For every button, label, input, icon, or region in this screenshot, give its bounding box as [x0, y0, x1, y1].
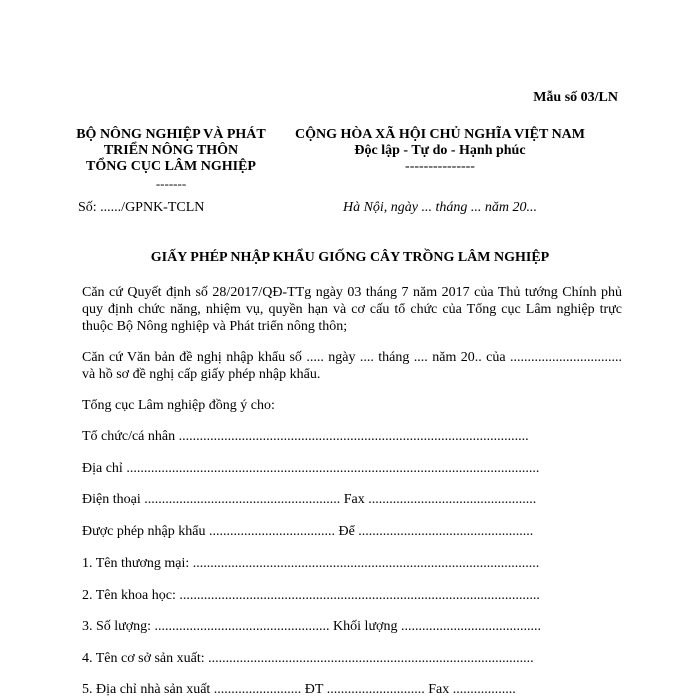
scientific-name-field: 2. Tên khoa học: ....................................................................................................... — [82, 588, 540, 603]
form-number: Mẫu số 03/LN — [533, 90, 618, 105]
ministry-name: BỘ NÔNG NGHIỆP VÀ PHÁT TRIỂN NÔNG THÔN — [76, 127, 266, 158]
nation-divider: --------------- — [405, 159, 475, 174]
trade-name-field: 1. Tên thương mại: ................................................................................................... — [82, 556, 540, 571]
document-number: Số: ....../GPNK-TCLN — [78, 200, 205, 215]
place-date: Hà Nội, ngày ... tháng ... năm 20... — [342, 200, 538, 215]
nation-name: CỘNG HÒA XÃ HỘI CHỦ NGHĨA VIỆT NAM — [294, 127, 585, 142]
import-purpose-field: Được phép nhập khẩu .................................... Để .................................................. — [82, 524, 534, 539]
nation-header — [270, 127, 610, 175]
agency-header — [76, 127, 266, 175]
organization-field: Tổ chức/cá nhân .................................................................................................... — [82, 429, 529, 444]
document-title: GIẤY PHÉP NHẬP KHẨU GIỐNG CÂY TRỒNG LÂM NGHIỆP — [150, 250, 550, 265]
nation-motto: Độc lập - Tự do - Hạnh phúc — [354, 143, 526, 158]
legal-basis-paragraph: Căn cứ Quyết định số 28/2017/QĐ-TTg ngày 03 tháng 7 năm 2017 của Thủ tướng Chính phủ quy định chức năng, nhiệm vụ, quyền hạn và cơ cấu tổ chức của Tổng cục Lâm nghiệp trực thuộc Bộ Nông nghiệp và Phát triển nông thôn; — [82, 285, 622, 334]
agency-divider: ------- — [155, 176, 187, 191]
quantity-field: 3. Số lượng: .................................................. Khối lượng ........................................ — [82, 619, 541, 634]
department-name: TỔNG CỤC LÂM NGHIỆP — [86, 159, 256, 174]
request-paragraph: Căn cứ Văn bản đề nghị nhập khẩu số ..... ngày .... tháng .... năm 20.. của ................................ và hồ sơ đề nghị cấp giấy phép nhập khẩu. — [82, 350, 622, 382]
approval-paragraph: Tổng cục Lâm nghiệp đồng ý cho: — [82, 398, 275, 413]
producer-address-field: 5. Địa chỉ nhà sản xuất ......................... ĐT ............................ Fax .................. — [82, 682, 516, 697]
address-field: Địa chỉ ...................................................................................................................... — [82, 461, 540, 476]
phone-fax-field: Điện thoại ........................................................ Fax ................................................ — [82, 492, 537, 507]
producer-name-field: 4. Tên cơ sở sản xuất: ............................................................................................. — [82, 651, 534, 666]
